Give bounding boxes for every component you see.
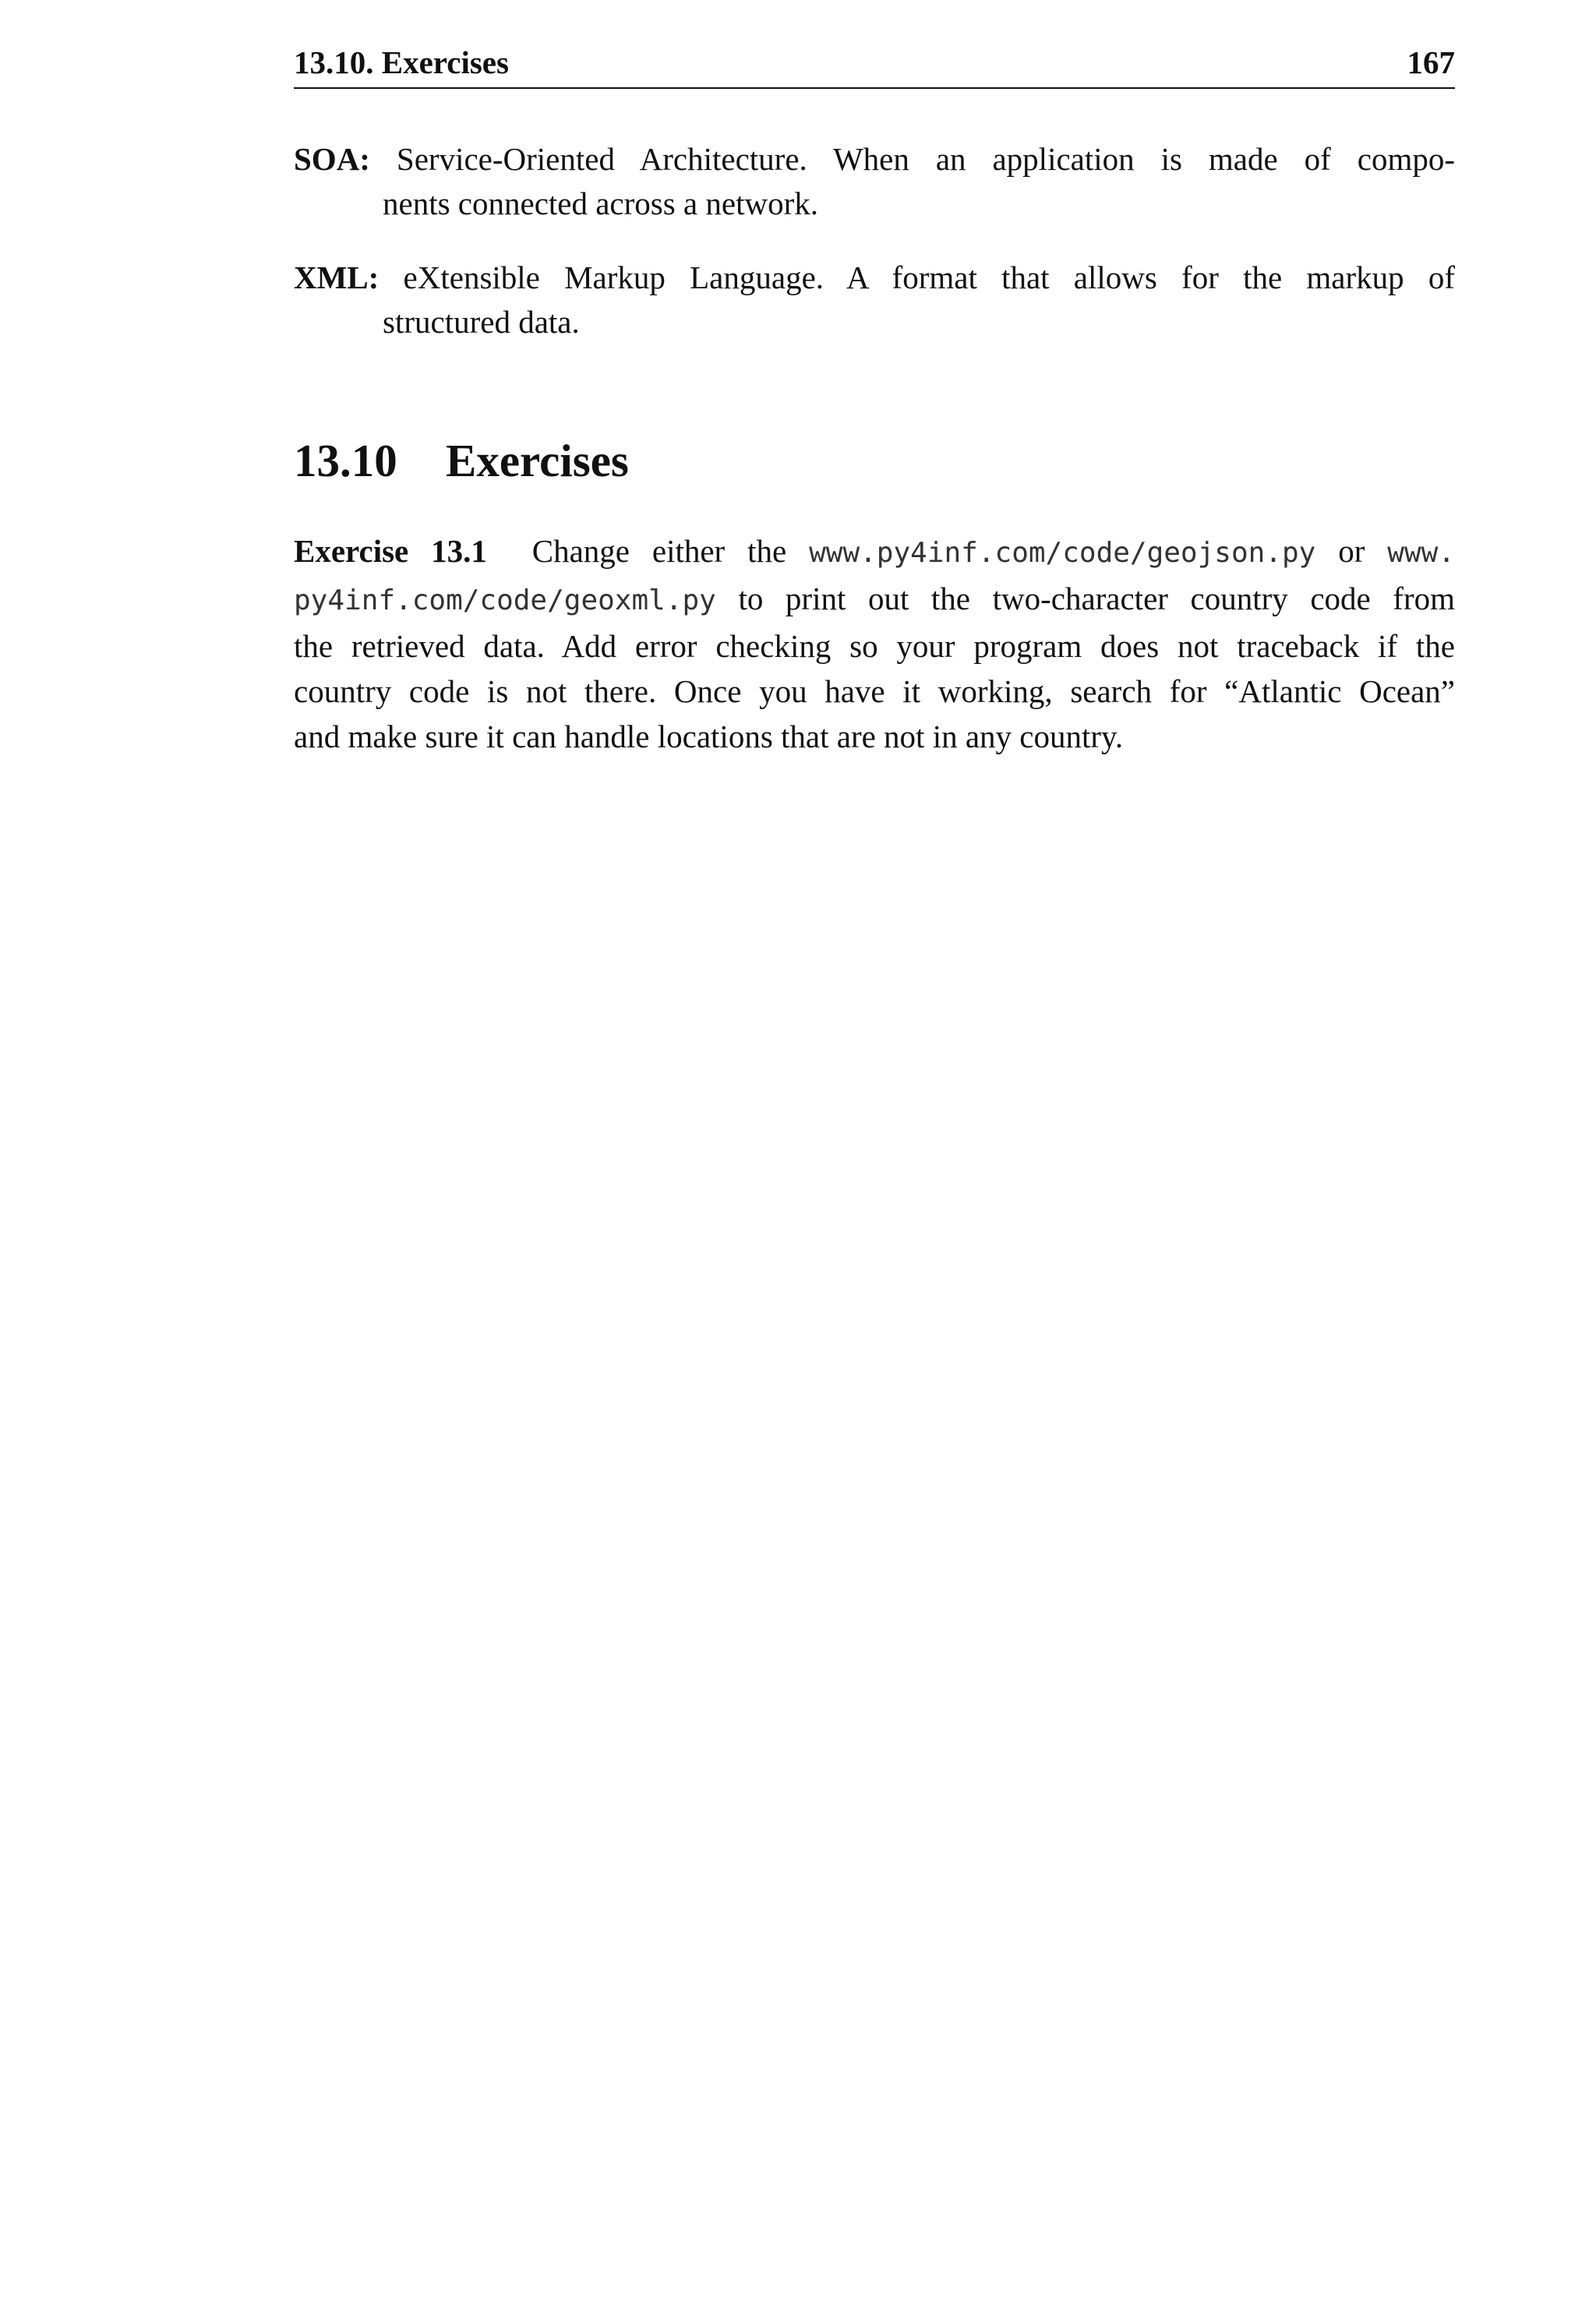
exercise-line: and make sure it can handle locations that are not in any country. xyxy=(294,718,1124,754)
glossary-line xyxy=(294,256,1455,300)
exercise-line xyxy=(294,528,1455,576)
geoxml-url-link-continued[interactable]: py4inf.com/code/geoxml.py xyxy=(294,584,716,616)
glossary-term: XML: xyxy=(294,259,380,295)
exercise-line: the retrieved data. Add error checking so your program does not traceback if the xyxy=(294,628,1455,664)
geojson-url-link[interactable]: www.py4inf.com/code/geojson.py xyxy=(809,537,1316,569)
glossary-definition: eXtensible Markup Language. A format that allows for the markup of xyxy=(403,259,1456,295)
exercise-line: country code is not there. Once you have it working, search for “Atlantic Ocean” xyxy=(294,673,1455,709)
glossary-line xyxy=(294,137,1455,182)
exercise-13-1 xyxy=(294,528,1455,759)
exercise-text: or xyxy=(1338,533,1365,569)
glossary-definition-continued: nents connected across a network. xyxy=(383,185,818,221)
geoxml-url-link[interactable]: www. xyxy=(1387,537,1455,569)
exercise-text: Change either the xyxy=(531,533,787,569)
glossary-entry-xml xyxy=(294,256,1455,344)
exercise-text: to print out the two-character country code from xyxy=(738,581,1456,616)
page-number: 167 xyxy=(1407,44,1455,80)
glossary-term: SOA: xyxy=(294,141,370,177)
glossary-entry-soa xyxy=(294,137,1455,226)
exercise-label: Exercise 13.1 xyxy=(294,533,487,569)
glossary-definition: Service-Oriented Architecture. When an application is made of compo- xyxy=(396,141,1455,177)
section-title: Exercises xyxy=(446,435,629,486)
running-header xyxy=(294,39,1455,89)
exercise-line xyxy=(294,576,1455,623)
glossary-definition-continued: structured data. xyxy=(383,304,580,340)
header-section-title: 13.10. Exercises xyxy=(294,44,509,80)
section-heading xyxy=(294,433,629,488)
section-number: 13.10 xyxy=(294,435,397,486)
